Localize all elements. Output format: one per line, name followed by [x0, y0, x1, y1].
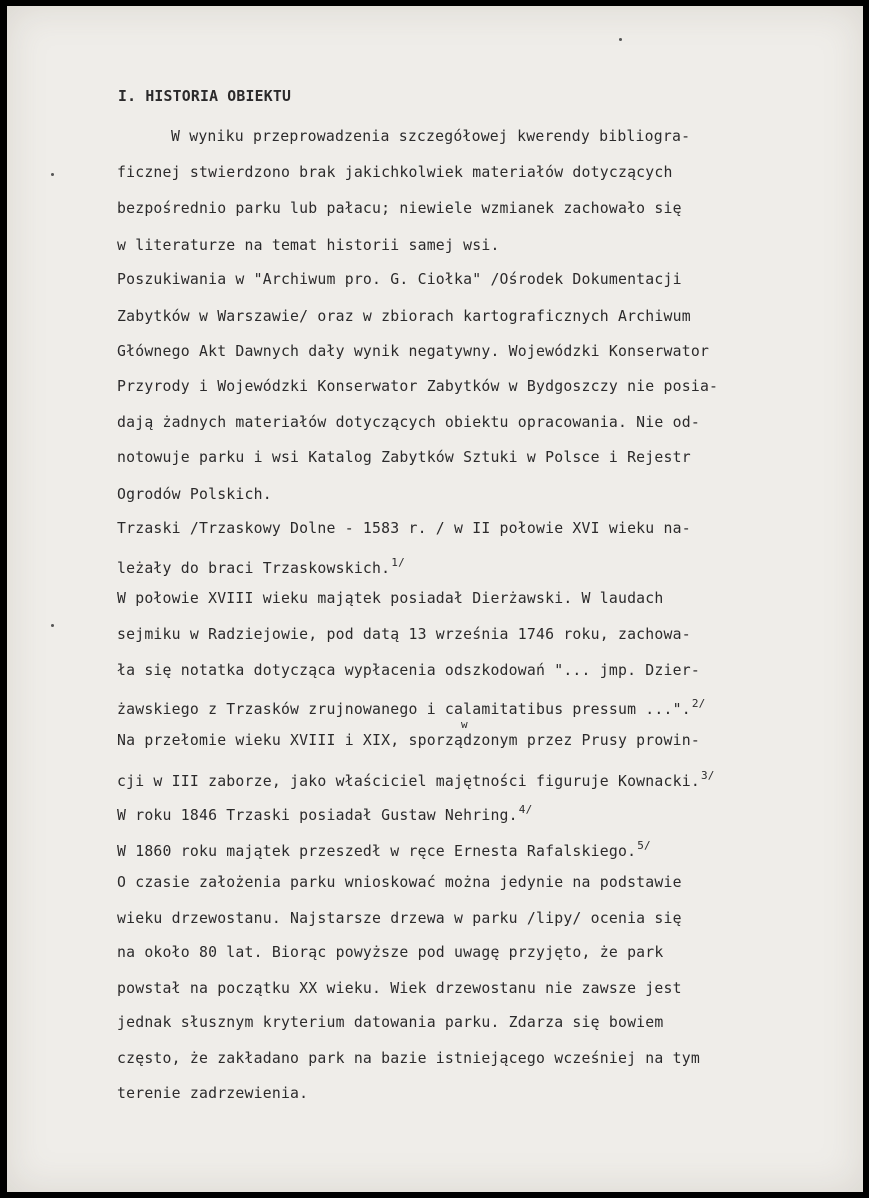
- text-line-with-footnote: [117, 804, 532, 824]
- margin-mark: [51, 173, 54, 176]
- margin-mark: [619, 38, 622, 41]
- footnote-ref-1: 1/: [391, 556, 405, 569]
- text-line-with-footnote: [117, 698, 706, 718]
- text-line: Na przełomie wieku XVIII i XIX, sporządzonym przez Prusy prowin-: [117, 732, 700, 749]
- margin-mark: [51, 624, 54, 627]
- text-line: O czasie założenia parku wnioskować można jedynie na podstawie: [117, 874, 682, 891]
- line-text: żawskiego z Trzasków zrujnowanego i calamitatibus pressum ...".: [117, 701, 691, 718]
- text-line: powstał na początku XX wieku. Wiek drzewostanu nie zawsze jest: [117, 980, 682, 997]
- section-heading: I. HISTORIA OBIEKTU: [118, 88, 292, 105]
- text-line: dają żadnych materiałów dotyczących obiektu opracowania. Nie od-: [117, 414, 700, 431]
- footnote-ref-3: 3/: [700, 769, 715, 782]
- document-page: [7, 6, 863, 1192]
- text-line: Zabytków w Warszawie/ oraz w zbiorach kartograficznych Archiwum: [117, 308, 691, 325]
- line-text: W roku 1846 Trzaski posiadał Gustaw Nehring.: [117, 807, 518, 824]
- text-line-with-footnote: [117, 840, 651, 860]
- footnote-ref-4: 4/: [518, 803, 533, 816]
- text-line: wieku drzewostanu. Najstarsze drzewa w parku /lipy/ ocenia się: [117, 910, 682, 927]
- text-line: terenie zadrzewienia.: [117, 1085, 309, 1102]
- text-line: Trzaski /Trzaskowy Dolne - 1583 r. / w II połowie XVI wieku na-: [117, 520, 691, 537]
- text-line: bezpośrednio parku lub pałacu; niewiele wzmianek zachowało się: [117, 200, 682, 217]
- line-text: W 1860 roku majątek przeszedł w ręce Ernesta Rafalskiego.: [117, 843, 637, 860]
- footnote-ref-2: 2/: [691, 697, 706, 710]
- text-line: W wyniku przeprowadzenia szczegółowej kwerendy bibliogra-: [171, 128, 691, 145]
- footnote-ref-5: 5/: [637, 839, 651, 852]
- text-line: Przyrody i Wojewódzki Konserwator Zabytków w Bydgoszczy nie posia-: [117, 378, 719, 395]
- text-line: na około 80 lat. Biorąc powyższe pod uwagę przyjęto, że park: [117, 944, 664, 961]
- text-line: jednak słusznym kryterium datowania parku. Zdarza się bowiem: [117, 1014, 664, 1031]
- line-text: leżały do braci Trzaskowskich.: [117, 560, 391, 577]
- text-line-with-footnote: [117, 770, 715, 790]
- text-line-with-footnote: [117, 557, 405, 577]
- text-line: ficznej stwierdzono brak jakichkolwiek materiałów dotyczących: [117, 164, 673, 181]
- text-line: często, że zakładano park na bazie istniejącego wcześniej na tym: [117, 1050, 700, 1067]
- text-line: sejmiku w Radziejowie, pod datą 13 września 1746 roku, zachowa-: [117, 626, 691, 643]
- text-line: notowuje parku i wsi Katalog Zabytków Sztuki w Polsce i Rejestr: [117, 449, 691, 466]
- text-line: w literaturze na temat historii samej wsi.: [117, 237, 500, 254]
- text-line: Poszukiwania w "Archiwum pro. G. Ciołka" /Ośrodek Dokumentacji: [117, 271, 682, 288]
- text-line: W połowie XVIII wieku majątek posiadał Dierżawski. W laudach: [117, 590, 664, 607]
- text-line: Głównego Akt Dawnych dały wynik negatywny. Wojewódzki Konserwator: [117, 343, 710, 360]
- line-text: cji w III zaborze, jako właściciel majętności figuruje Kownacki.: [117, 773, 700, 790]
- text-line: ła się notatka dotycząca wypłacenia odszkodowań "... jmp. Dzier-: [117, 662, 700, 679]
- interlinear-correction: w: [461, 718, 468, 731]
- text-line: Ogrodów Polskich.: [117, 486, 272, 503]
